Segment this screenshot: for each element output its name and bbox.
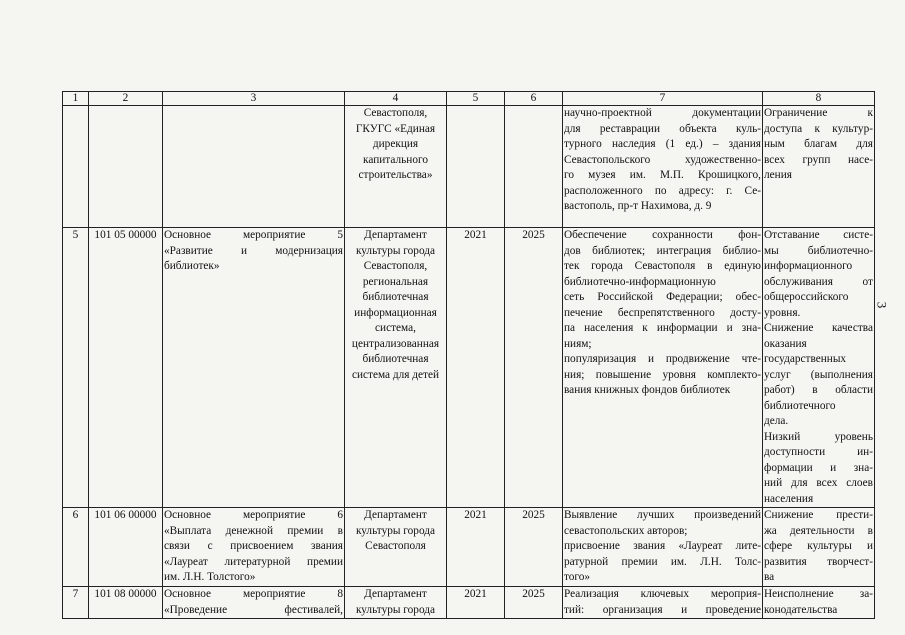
non-implementation-consequence-line: сфере культуры и [764, 540, 873, 552]
non-implementation-consequence-line: услуг (выполнения [764, 368, 873, 381]
row-number: 6 [63, 508, 89, 587]
expected-result [563, 228, 763, 508]
non-implementation-consequence-line: Низкий уровень [764, 430, 873, 443]
program-code: 101 05 00000 [89, 228, 163, 508]
expected-result-line: севастопольских авторов; [564, 524, 688, 537]
header-col-8: 8 [763, 92, 875, 106]
non-implementation-consequence-line: развития творчест- [764, 555, 873, 568]
non-implementation-consequence-line: Ограничение к [764, 107, 873, 119]
expected-result-line: турного наследия (1 ед.) – здания [564, 138, 761, 150]
responsible-executor-line: Севастополя, [363, 260, 428, 272]
expected-result-line: научно-проектной документации [564, 107, 761, 119]
responsible-executor [345, 228, 447, 508]
non-implementation-consequence-line: Неисполнение за- [764, 588, 873, 600]
responsible-executor-line: Департамент [364, 509, 427, 521]
responsible-executor [345, 508, 447, 587]
end-year [505, 106, 563, 228]
activity-name-line: библиотек» [164, 260, 220, 272]
expected-result-line: дов библиотек; интеграция библио- [564, 244, 761, 257]
activity-name-line: Основное мероприятие 8 [164, 588, 343, 600]
non-implementation-consequence-line: населения [764, 492, 814, 505]
expected-result-line: вастополь, пр-т Нахимова, д. 9 [564, 200, 712, 212]
responsible-executor-line: культуры города [355, 524, 436, 537]
expected-result-line: расположенного по адресу: г. Се- [564, 184, 761, 197]
header-col-2: 2 [89, 92, 163, 106]
expected-result-line: Выявление лучших произведений [564, 509, 761, 521]
responsible-executor-line: Департамент [364, 229, 427, 241]
expected-result [563, 106, 763, 228]
activity-name-line: им. Л.Н. Толстого» [164, 571, 256, 583]
responsible-executor-line: библиотечная [362, 291, 429, 303]
expected-result-line: для реставрации объекта куль- [564, 122, 761, 135]
non-implementation-consequence [763, 508, 875, 587]
activity-name-line: Основное мероприятие 5 [164, 229, 343, 241]
end-year: 2025 [505, 508, 563, 587]
responsible-executor-line: Севастополя, [363, 107, 428, 119]
table-row [63, 106, 875, 228]
responsible-executor-line: культуры города [355, 244, 436, 257]
non-implementation-consequence-line: ва [764, 571, 775, 583]
non-implementation-consequence-line: всех групп насе- [764, 153, 873, 166]
non-implementation-consequence-line: оказания [764, 337, 807, 350]
responsible-executor [345, 587, 447, 619]
row-number: 5 [63, 228, 89, 508]
non-implementation-consequence-line: ным благам для [764, 138, 873, 150]
expected-result-line: тий: организация и проведение [564, 603, 761, 616]
expected-result-line: Севастопольского художественно- [564, 153, 761, 166]
activity-name-line: связи с присвоением звания [164, 540, 343, 552]
program-code [89, 106, 163, 228]
header-col-5: 5 [447, 92, 505, 106]
expected-result-line: тек города Севастополя в единую [564, 260, 761, 272]
non-implementation-consequence-line: государственных [764, 353, 847, 365]
expected-result-line: ния; повышение уровня комплекто- [564, 368, 761, 381]
expected-result-line: присвоение звания «Лауреат лите- [564, 540, 761, 552]
responsible-executor-line: культуры города [355, 603, 436, 616]
activity-name [163, 106, 345, 228]
program-code: 101 08 00000 [89, 587, 163, 619]
activity-name-line: «Выплата денежной премии в [164, 524, 343, 537]
non-implementation-consequence-line: доступа к культур- [764, 122, 873, 135]
expected-result [563, 587, 763, 619]
responsible-executor-line: строительства» [358, 169, 433, 181]
non-implementation-consequence-line: Снижение прести- [764, 509, 873, 521]
expected-result-line: ниям; [564, 337, 592, 350]
header-col-3: 3 [163, 92, 345, 106]
non-implementation-consequence-line: доступности ин- [764, 446, 873, 458]
table-row [63, 587, 875, 619]
responsible-executor-line: система для детей [351, 368, 440, 381]
non-implementation-consequence-line: мы библиотечно- [764, 244, 873, 257]
non-implementation-consequence-line: Отставание систе- [764, 229, 873, 241]
non-implementation-consequence [763, 228, 875, 508]
non-implementation-consequence [763, 106, 875, 228]
non-implementation-consequence-line: ний для всех слоев [764, 477, 873, 489]
activity-name [163, 587, 345, 619]
start-year: 2021 [447, 587, 505, 619]
expected-result-line: па населения к информации и зна- [564, 322, 761, 334]
non-implementation-consequence-line: уровня. [764, 306, 801, 319]
non-implementation-consequence-line: конодательства [764, 603, 838, 616]
activities-table [62, 91, 875, 619]
start-year: 2021 [447, 228, 505, 508]
expected-result-line: Обеспечение сохранности фон- [564, 229, 761, 241]
responsible-executor-line: Севастополя [365, 540, 426, 552]
expected-result-line: того» [564, 571, 591, 583]
expected-result-line: вания книжных фондов библиотек [564, 384, 731, 396]
activity-name [163, 508, 345, 587]
responsible-executor-line: библиотечная [362, 353, 429, 365]
responsible-executor-line: ГКУГС «Единая [355, 122, 436, 135]
header-col-7: 7 [563, 92, 763, 106]
expected-result [563, 508, 763, 587]
expected-result-line: печение беспрепятственного досту- [564, 306, 761, 319]
responsible-executor-line: дирекция [372, 138, 419, 150]
non-implementation-consequence-line: формации и зна- [764, 461, 873, 474]
table-row [63, 508, 875, 587]
responsible-executor [345, 106, 447, 228]
program-code: 101 06 00000 [89, 508, 163, 587]
header-row [63, 92, 875, 106]
responsible-executor-line: Департамент [364, 588, 427, 600]
non-implementation-consequence-line: информационного [764, 260, 853, 272]
header-col-4: 4 [345, 92, 447, 106]
expected-result-line: ратурной премии им. Л.Н. Толс- [564, 555, 761, 568]
non-implementation-consequence-line: работ) в области [764, 384, 873, 396]
expected-result-line: Реализация ключевых мероприя- [564, 588, 761, 600]
responsible-executor-line: централизованная [351, 337, 440, 350]
expected-result-line: популяризация и продвижение чте- [564, 353, 761, 365]
expected-result-line: сеть Российской Федерации; обес- [564, 291, 761, 303]
non-implementation-consequence-line: дела. [764, 415, 789, 427]
responsible-executor-line: система, [375, 322, 416, 334]
row-number [63, 106, 89, 228]
end-year: 2025 [505, 587, 563, 619]
activity-name-line: Основное мероприятие 6 [164, 509, 343, 521]
end-year: 2025 [505, 228, 563, 508]
responsible-executor-line: капитального [363, 153, 428, 166]
page-number: 3 [874, 301, 890, 309]
row-number: 7 [63, 587, 89, 619]
start-year [447, 106, 505, 228]
start-year: 2021 [447, 508, 505, 587]
non-implementation-consequence-line: общероссийского [764, 291, 849, 303]
responsible-executor-line: информационная [354, 306, 437, 319]
expected-result-line: го музея им. М.П. Крошицкого, [564, 169, 761, 181]
expected-result-line: библиотечно-информационную [564, 275, 716, 288]
activity-name-line: «Лауреат литературной премии [164, 555, 343, 568]
header-col-6: 6 [505, 92, 563, 106]
responsible-executor-line: региональная [362, 275, 429, 288]
header-col-1: 1 [63, 92, 89, 106]
non-implementation-consequence-line: библиотечного [764, 399, 836, 412]
table-row [63, 228, 875, 508]
non-implementation-consequence-line: жа деятельности в [764, 524, 873, 537]
activity-name-line: «Проведение фестивалей, [164, 603, 343, 616]
non-implementation-consequence [763, 587, 875, 619]
non-implementation-consequence-line: ления [764, 169, 792, 181]
non-implementation-consequence-line: обслуживания от [764, 275, 873, 288]
non-implementation-consequence-line: Снижение качества [764, 322, 873, 334]
activity-name [163, 228, 345, 508]
activity-name-line: «Развитие и модернизация [164, 244, 343, 257]
